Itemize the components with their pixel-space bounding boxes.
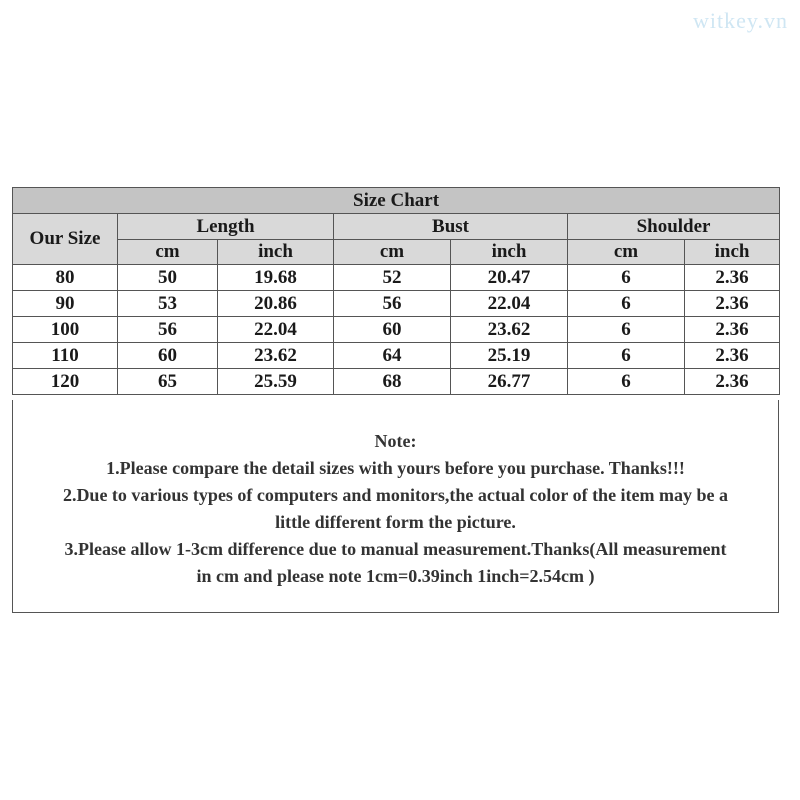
note-line: 1.Please compare the detail sizes with yours before you purchase. Thanks!!!	[106, 458, 685, 478]
note-line: in cm and please note 1cm=0.39inch 1inch=2.54cm )	[196, 566, 595, 586]
table-cell: 2.36	[685, 317, 780, 343]
table-cell: 22.04	[218, 317, 334, 343]
unit-header: inch	[451, 240, 568, 265]
table-row	[13, 291, 780, 317]
unit-header: cm	[118, 240, 218, 265]
unit-header: inch	[685, 240, 780, 265]
table-cell: 6	[568, 369, 685, 395]
table-cell: 19.68	[218, 265, 334, 291]
table-cell: 2.36	[685, 369, 780, 395]
table-cell: 6	[568, 265, 685, 291]
size-cell: 80	[13, 265, 118, 291]
table-row	[13, 369, 780, 395]
size-cell: 110	[13, 343, 118, 369]
table-row	[13, 265, 780, 291]
table-cell: 2.36	[685, 343, 780, 369]
table-cell: 52	[334, 265, 451, 291]
table-cell: 56	[118, 317, 218, 343]
note-line: little different form the picture.	[275, 512, 516, 532]
table-cell: 23.62	[451, 317, 568, 343]
table-cell: 60	[334, 317, 451, 343]
table-row	[13, 343, 780, 369]
table-cell: 68	[334, 369, 451, 395]
note-heading: Note:	[374, 431, 417, 451]
table-cell: 60	[118, 343, 218, 369]
size-cell: 100	[13, 317, 118, 343]
table-cell: 65	[118, 369, 218, 395]
size-cell: 120	[13, 369, 118, 395]
table-cell: 23.62	[218, 343, 334, 369]
table-cell: 25.19	[451, 343, 568, 369]
length-header: Length	[118, 214, 334, 240]
table-cell: 2.36	[685, 291, 780, 317]
table-cell: 64	[334, 343, 451, 369]
table-cell: 50	[118, 265, 218, 291]
table-cell: 6	[568, 343, 685, 369]
table-title: Size Chart	[13, 188, 780, 214]
note-line: 3.Please allow 1-3cm difference due to manual measurement.Thanks(All measurement	[64, 539, 727, 559]
size-cell: 90	[13, 291, 118, 317]
table-cell: 6	[568, 317, 685, 343]
table-row	[13, 317, 780, 343]
bust-header: Bust	[334, 214, 568, 240]
note-line: 2.Due to various types of computers and monitors,the actual color of the item may be a	[62, 485, 729, 505]
unit-header: cm	[334, 240, 451, 265]
table-cell: 20.86	[218, 291, 334, 317]
table-cell: 20.47	[451, 265, 568, 291]
table-cell: 6	[568, 291, 685, 317]
size-chart-table	[12, 187, 780, 395]
table-cell: 2.36	[685, 265, 780, 291]
table-cell: 26.77	[451, 369, 568, 395]
unit-header: cm	[568, 240, 685, 265]
our-size-header: Our Size	[13, 214, 118, 265]
unit-header: inch	[218, 240, 334, 265]
table-cell: 56	[334, 291, 451, 317]
shoulder-header: Shoulder	[568, 214, 780, 240]
note-box	[12, 400, 779, 613]
table-cell: 25.59	[218, 369, 334, 395]
watermark: witkey.vn	[693, 8, 788, 33]
table-cell: 22.04	[451, 291, 568, 317]
table-cell: 53	[118, 291, 218, 317]
